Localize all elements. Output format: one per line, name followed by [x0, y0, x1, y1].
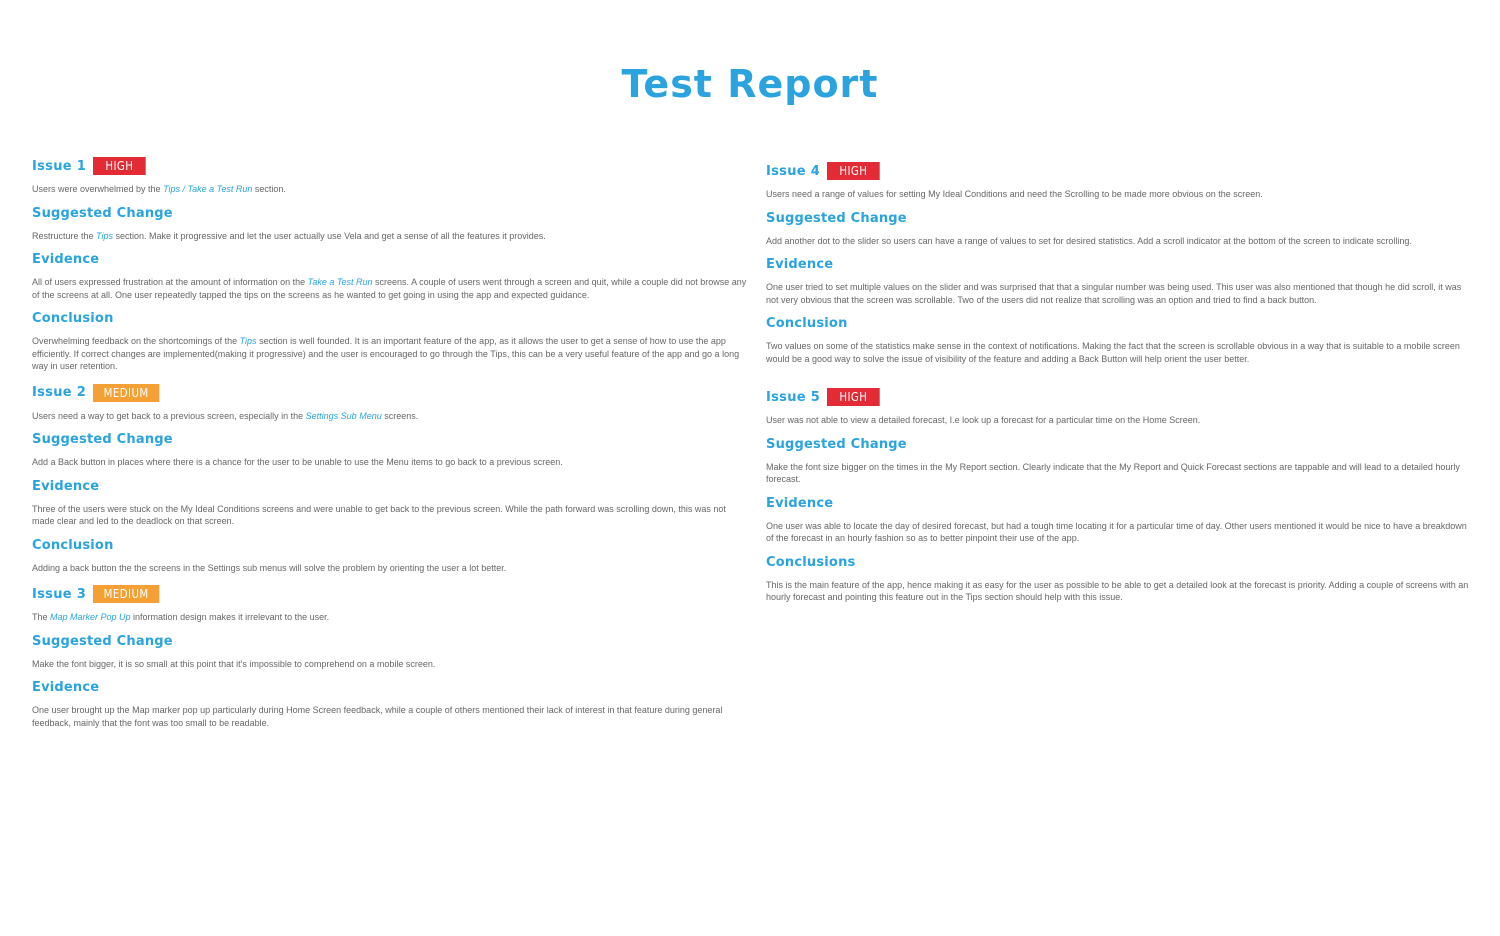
issue-4-header: [766, 161, 1470, 181]
left-column: [32, 156, 748, 739]
priority-badge-medium: MEDIUM: [93, 585, 159, 603]
issue-3-header: [32, 584, 748, 604]
issue-5-header: [766, 387, 1470, 407]
issue-2: [32, 383, 748, 575]
evidence-text: [32, 276, 748, 301]
priority-badge-high: HIGH: [827, 162, 880, 180]
suggested-change-text: [32, 230, 748, 243]
highlighted-term: Tips / Take a Test Run: [163, 184, 253, 194]
conclusion-text: Adding a back button the the screens in the Settings sub menus will solve the problem by orienting the user a lot better.: [32, 562, 507, 573]
suggested-change-heading: Suggested Change: [32, 205, 173, 221]
conclusion-part: section is well founded. It is an important feature of the app, as it allows the user to get a sense of how to use the app efficiently. If correct changes are implemented(making it progressive) and the user is encouraged to go through the Tips, this can be a very useful feature of the app and go a long way in user retention.: [32, 336, 740, 371]
evidence-heading: Evidence: [766, 257, 834, 272]
highlighted-term: Take a Test Run: [307, 277, 373, 287]
suggested-change-heading: Suggested Change: [766, 436, 907, 452]
right-column: [766, 161, 1470, 614]
issue-1-title: Issue 1: [32, 158, 87, 174]
conclusion-heading: Conclusion: [32, 311, 114, 326]
highlighted-term: Tips: [239, 336, 257, 346]
summary-text: The: [32, 612, 51, 622]
issue-4-title: Issue 4: [766, 163, 821, 179]
summary-text: section.: [252, 184, 286, 194]
evidence-heading: Evidence: [766, 495, 834, 511]
priority-badge-medium: MEDIUM: [93, 384, 159, 402]
summary-text: Users need a way to get back to a previous screen, especially in the: [32, 410, 306, 421]
change-text: section. Make it progressive and let the user actually use Vela and get a sense of all the features it provides.: [112, 230, 546, 241]
issue-1: [32, 156, 748, 373]
suggested-change-text: Make the font size bigger on the times in the My Report section. Clearly indicate that the My Report and Quick Forecast sections are tappable and will lead to a detailed hourly forecast.: [766, 461, 1460, 484]
issue-5-summary: User was not able to view a detailed forecast, I.e look up a forecast for a particular time on the Home Screen.: [766, 415, 1201, 425]
conclusion-text: Two values on some of the statistics make sense in the context of notifications. Making the fact that the screen is scrollable obvious in a way that is suitable to a mobile screen would be a good way to solve the issue of visibility of the feature and adding a Back Button will help orient the user better.: [766, 341, 1460, 364]
suggested-change-heading: Suggested Change: [766, 210, 907, 226]
evidence-text: Three of the users were stuck on the My Ideal Conditions screens and were unable to get back to the previous screen. While the path forward was scrolling down, this was not made clear and led to the deadlock on that screen.: [32, 503, 726, 526]
suggested-change-text: Add a Back button in places where there is a chance for the user to be unable to use the Menu items to go back to a previous screen.: [32, 457, 563, 467]
issue-1-header: [32, 156, 748, 176]
change-text: Restructure the: [32, 230, 97, 241]
suggested-change-heading: Suggested Change: [32, 432, 173, 447]
suggested-change-text: Add another dot to the slider so users can have a range of values to set for desired statistics. Add a scroll indicator at the bottom of the screen to indicate scrolling.: [766, 235, 1412, 246]
issue-4-summary: Users need a range of values for setting My Ideal Conditions and need the Scrolling to be made more obvious on the screen.: [766, 189, 1263, 199]
evidence-text: One user was able to locate the day of desired forecast, but had a tough time locating it for a particular time of day. Other users mentioned it would be nice to have a breakdown of the forecast in an hourly fashion so as to better pinpoint their use of the app.: [766, 520, 1467, 543]
issue-2-title: Issue 2: [32, 385, 87, 400]
issue-3-title: Issue 3: [32, 586, 87, 602]
priority-badge-high: HIGH: [93, 157, 146, 175]
evidence-heading: Evidence: [32, 252, 100, 267]
evidence-text: One user brought up the Map marker pop up particularly during Home Screen feedback, while a couple of others mentioned their lack of interest in that feature during general feedback, mainly that the font was too small to be readable.: [32, 705, 723, 728]
summary-text: screens.: [381, 410, 419, 421]
issue-5-title: Issue 5: [766, 389, 821, 405]
suggested-change-text: Make the font bigger, it is so small at this point that it's impossible to comprehend on a mobile screen.: [32, 658, 436, 669]
issue-3: [32, 584, 748, 729]
suggested-change-heading: Suggested Change: [32, 633, 173, 649]
issue-5: [766, 387, 1470, 604]
highlighted-term: Map Marker Pop Up: [50, 612, 131, 622]
highlighted-term: Settings Sub Menu: [305, 410, 382, 421]
conclusion-heading: Conclusions: [766, 554, 856, 570]
evidence-text: One user tried to set multiple values on the slider and was surprised that that a singular number was being used. This user was also mentioned that though he did scroll, it was not very obvious that the screen was scrollable. Two of the users did not realize that scrolling was an option and tried to find a back button.: [766, 282, 1462, 305]
page-title: Test Report: [621, 62, 879, 106]
evidence-heading: Evidence: [32, 478, 100, 494]
conclusion-text: [32, 335, 748, 373]
summary-text: information design makes it irrelevant to the user.: [130, 612, 330, 622]
evidence-part: screens. A couple of users went through a screen and quit, while a couple did not browse any of the screens at all. One user repeatedly tapped the tips on the screens as he wanted to get going in using the app and expected guidance.: [32, 277, 747, 300]
evidence-heading: Evidence: [32, 680, 100, 695]
issue-1-summary: [32, 183, 748, 196]
conclusion-heading: Conclusion: [32, 537, 114, 553]
conclusion-heading: Conclusion: [766, 316, 848, 331]
conclusion-text: This is the main feature of the app, hence making it as easy for the user as possible to be able to get a detailed look at the forecast is priority. Adding a couple of screens with an hourly forecast and pointing this feature out in the Tips section should help with this issue.: [766, 579, 1469, 602]
issue-2-summary: [32, 410, 748, 423]
issue-3-summary: [32, 611, 748, 624]
summary-text: Users were overwhelmed by the: [32, 184, 164, 194]
conclusion-part: Overwhelming feedback on the shortcomings of the: [32, 336, 240, 346]
highlighted-term: Tips: [96, 230, 113, 241]
priority-badge-high: HIGH: [827, 388, 880, 406]
issue-4: [766, 161, 1470, 365]
issue-2-header: [32, 383, 748, 403]
evidence-part: All of users expressed frustration at the amount of information on the: [32, 277, 308, 287]
